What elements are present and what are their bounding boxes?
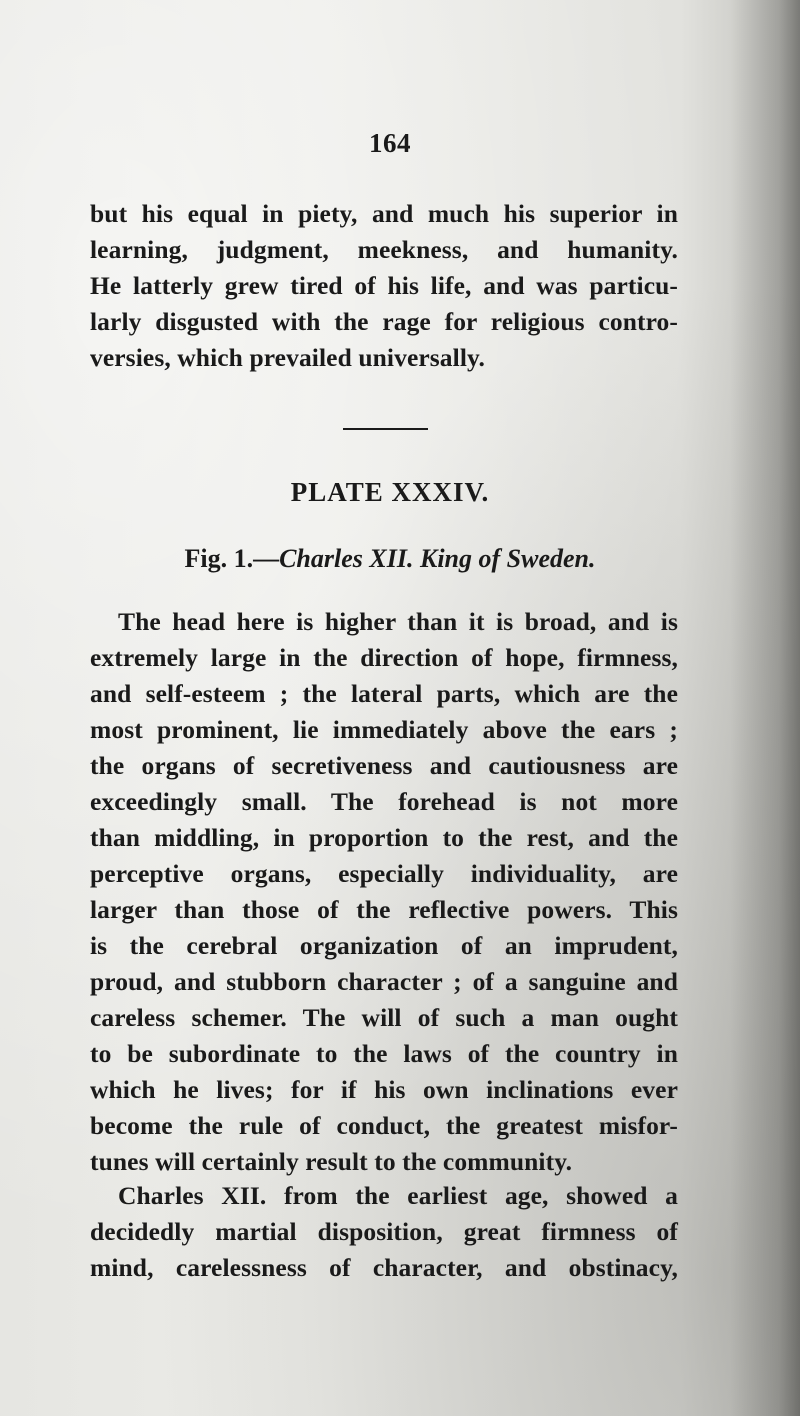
- figure-number: Fig. 1.—: [184, 544, 280, 573]
- paragraph-line: become the rule of conduct, the greatest misfor-: [90, 1111, 678, 1140]
- paragraph-line: than middling, in proportion to the rest, and the: [90, 823, 678, 852]
- paragraph-line: which he lives; for if his own inclinations ever: [90, 1075, 678, 1104]
- paragraph-line: the organs of secretiveness and cautiousness are: [90, 751, 678, 780]
- section-divider: [343, 428, 428, 430]
- paragraph-line: extremely large in the direction of hope, firmness,: [90, 643, 678, 672]
- paragraph-line: tunes will certainly result to the community.: [90, 1147, 573, 1176]
- paragraph-line: larger than those of the reflective powers. This: [90, 895, 678, 924]
- intro-line: He latterly grew tired of his life, and was particu-: [90, 271, 678, 300]
- paragraph-line: and self-esteem ; the lateral parts, which are the: [90, 679, 678, 708]
- paragraph-line: mind, carelessness of character, and obstinacy,: [90, 1253, 678, 1282]
- page-number: 164: [369, 128, 411, 158]
- page-edge-shadow: [730, 0, 800, 1416]
- intro-line: larly disgusted with the rage for religious contro-: [90, 307, 678, 336]
- intro-line: learning, judgment, meekness, and humanity.: [90, 235, 678, 264]
- paragraph-line: careless schemer. The will of such a man ought: [90, 1003, 678, 1032]
- intro-line: but his equal in piety, and much his superior in: [90, 199, 678, 228]
- paragraph-line: exceedingly small. The forehead is not more: [90, 787, 678, 816]
- paragraph-line: proud, and stubborn character ; of a sanguine and: [90, 967, 678, 996]
- paragraph-line: The head here is higher than it is broad, and is: [118, 607, 678, 636]
- intro-line: versies, which prevailed universally.: [90, 343, 485, 372]
- paragraph-line: decidedly martial disposition, great firmness of: [90, 1217, 678, 1246]
- figure-caption: [0, 544, 780, 574]
- plate-title: PLATE XXXIV.: [290, 477, 490, 507]
- paragraph-line: Charles XII. from the earliest age, showed a: [118, 1181, 678, 1210]
- paragraph-line: to be subordinate to the laws of the country in: [90, 1039, 678, 1068]
- figure-title: Charles XII. King of Sweden.: [279, 544, 596, 573]
- paragraph-line: perceptive organs, especially individuality, are: [90, 859, 678, 888]
- paragraph-line: most prominent, lie immediately above the ears ;: [90, 715, 678, 744]
- paragraph-line: is the cerebral organization of an imprudent,: [90, 931, 678, 960]
